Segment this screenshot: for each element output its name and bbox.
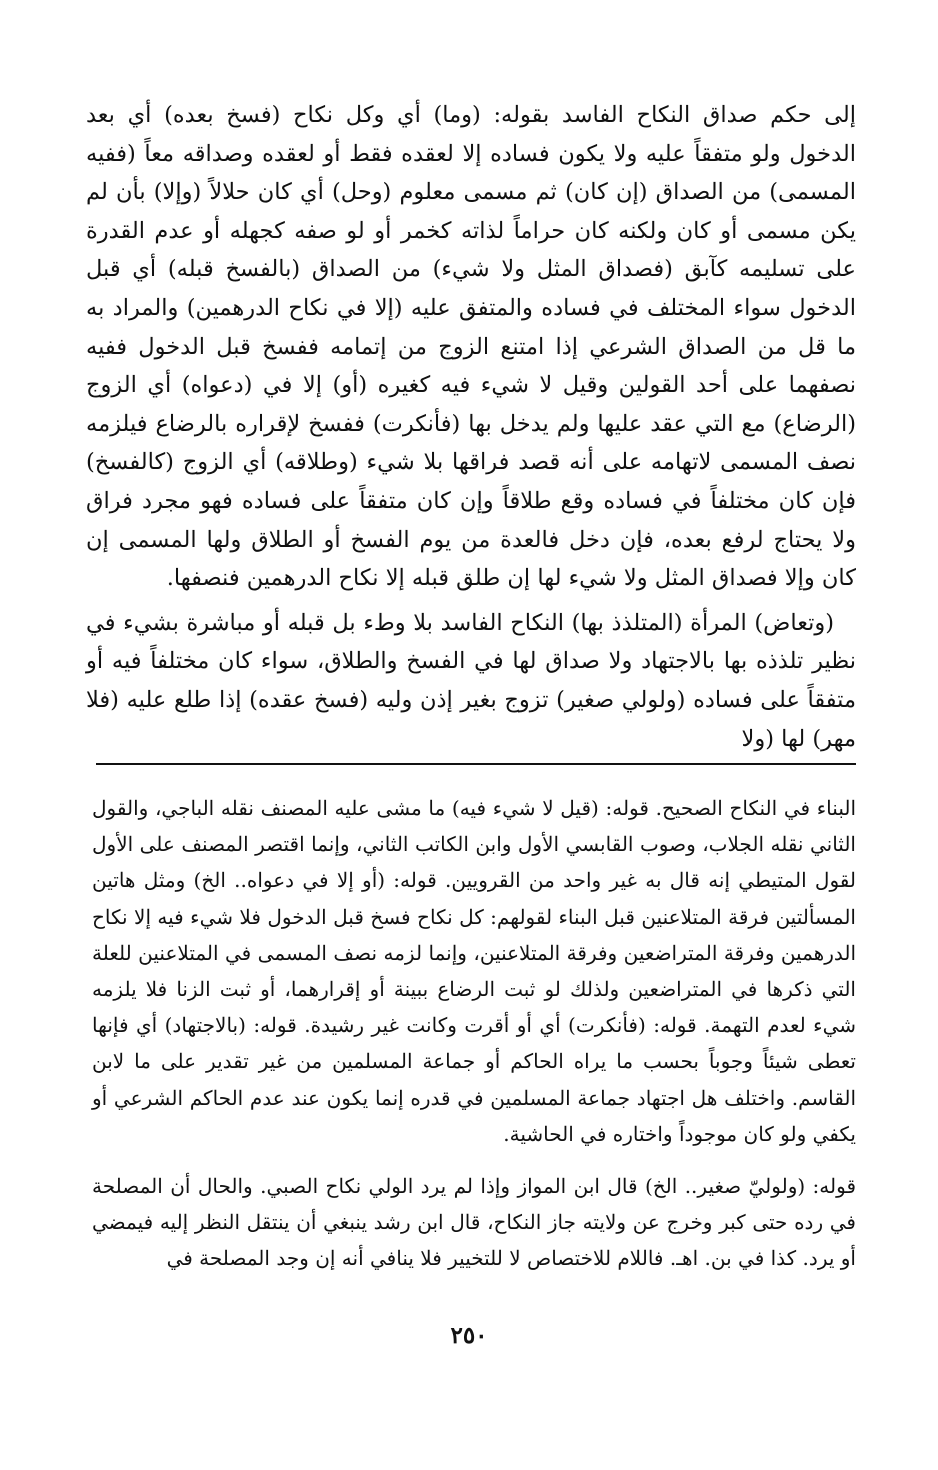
footnote-paragraph-2: قوله: (ولوليّ صغير.. الخ) قال ابن المواز وإذا لم يرد الولي نكاح الصبي. والحال أن المصلحة في رده حتى كبر وخرج عن ولايته جاز النكاح، قال ابن رشد ينبغي أن ينتقل النظر إليه فيمضي أو يرد. كذا في بن. اهـ. فاللام للاختصاص لا للتخيير فلا ينافي أنه إن وجد المصلحة في — [92, 1174, 856, 1271]
footnote-separator-line — [96, 763, 856, 765]
footnotes-block — [92, 790, 856, 1277]
footnote-paragraph-1: البناء في النكاح الصحيح. قوله: (قيل لا شيء فيه) ما مشى عليه المصنف نقله الباجي، والقول الثاني نقله الجلاب، وصوب القابسي الأول وابن الكاتب الثاني، وإنما اقتصر المصنف على الأول لقول المتيطي إنه قال به غير واحد من القرويين. قوله: (أو إلا في دعواه.. الخ) ومثل هاتين المسألتين فرقة المتلاعنين قبل البناء لقولهم: كل نكاح فسخ قبل الدخول فلا شيء فيه إلا نكاح الدرهمين وفرقة المتراضعين وفرقة المتلاعنين، وإنما لزمه نصف المسمى في المتلاعنين للعلة التي ذكرها في المتراضعين ولذلك لو ثبت الرضاع ببينة أو إقرارهما، أو ثبت الزنا فلا يلزمه شيء لعدم التهمة. قوله: (فأنكرت) أي أو أقرت وكانت غير رشيدة. قوله: (بالاجتهاد) أي فإنها تعطى شيئاً وجوباً بحسب ما يراه الحاكم أو جماعة المسلمين من غير تقدير على ما لابن القاسم. واختلف هل اجتهاد جماعة المسلمين في قدره إنما يكون عند عدم الحاكم الشرعي أو يكفي ولو كان موجوداً واختاره في الحاشية. — [92, 796, 856, 1146]
main-paragraph-2: (وتعاض) المرأة (المتلذذ بها) النكاح الفاسد بلا وطء بل قبله أو مباشرة بشيء في نظير تلذذه بها بالاجتهاد ولا صداق لها في الفسخ والطلاق، سواء كان مختلفاً فيه أو متفقاً على فساده (ولولي صغير) تزوج بغير إذن وليه (فسخ عقده) إذا طلع عليه (فلا مهر) لها (ولا — [86, 609, 856, 752]
main-text-block — [86, 96, 856, 758]
main-paragraph-1: إلى حكم صداق النكاح الفاسد بقوله: (وما) أي وكل نكاح (فسخ بعده) أي بعد الدخول ولو متفقاً عليه ولا يكون فساده إلا لعقده فقط أو لعقده وصداقه معاً (ففيه المسمى) من الصداق (إن كان) ثم مسمى معلوم (وحل) أي كان حلالاً (وإلا) بأن لم يكن مسمى أو كان ولكنه كان حراماً لذاته كخمر أو لو صفه كجهله أو عدم القدرة على تسليمه كآبق (فصداق المثل ولا شيء) من الصداق (بالفسخ قبله) أي قبل الدخول سواء المختلف في فساده والمتفق عليه (إلا في نكاح الدرهمين) والمراد به ما قل من الصداق الشرعي إذا امتنع الزوج من إتمامه ففسخ قبل الدخول ففيه نصفهما على أحد القولين وقيل لا شيء فيه كغيره (أو) إلا في (دعواه) أي الزوج (الرضاع) مع التي عقد عليها ولم يدخل بها (فأنكرت) ففسخ لإقراره بالرضاع فيلزمه نصف المسمى لاتهامه على أنه قصد فراقها بلا شيء (وطلاقه) أي الزوج (كالفسخ) فإن كان مختلفاً في فساده وقع طلاقاً وإن كان متفقاً على فساده فهو مجرد فراق ولا يحتاج لرفع بعده، فإن دخل فالعدة من يوم الفسخ أو الطلاق ولها المسمى إن كان وإلا فصداق المثل ولا شيء لها إن طلق قبله إلا نكاح الدرهمين فنصفها. — [86, 102, 856, 592]
page-number: ٢٥٠ — [450, 1322, 488, 1349]
